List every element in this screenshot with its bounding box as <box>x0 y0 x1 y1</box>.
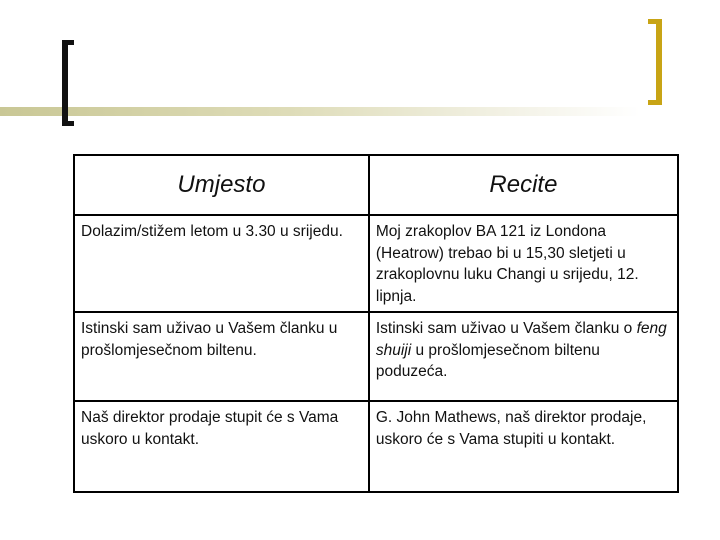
table-header-row <box>74 155 678 215</box>
header-say: Recite <box>369 155 678 215</box>
header-instead: Umjesto <box>74 155 369 215</box>
table-row <box>74 401 678 492</box>
instead-cell: Istinski sam uživao u Vašem članku u prošlomjesečnom biltenu. <box>74 312 369 401</box>
comparison-table <box>73 154 679 493</box>
table-row <box>74 215 678 312</box>
say-text-before: Istinski sam uživao u Vašem članku o <box>375 320 637 337</box>
decorative-gradient-bar <box>0 107 640 116</box>
say-text-emphasis: feng shuiji <box>375 320 667 359</box>
table-row <box>74 312 678 401</box>
say-cell: Moj zrakoplov BA 121 iz Londona (Heatrow) trebao bi u 15,30 sletjeti u zrakoplovnu luku Changi u srijedu, 12. lipnja. <box>369 215 678 312</box>
left-bracket-ornament <box>62 40 74 126</box>
say-cell: G. John Mathews, naš direktor prodaje, uskoro će s Vama stupiti u kontakt. <box>369 401 678 492</box>
instead-cell: Dolazim/stižem letom u 3.30 u srijedu. <box>74 215 369 312</box>
right-bracket-ornament <box>648 19 662 105</box>
say-cell <box>369 312 678 401</box>
instead-cell: Naš direktor prodaje stupit će s Vama uskoro u kontakt. <box>74 401 369 492</box>
say-text-after: u prošlomjesečnom biltenu poduzeća. <box>375 341 600 380</box>
